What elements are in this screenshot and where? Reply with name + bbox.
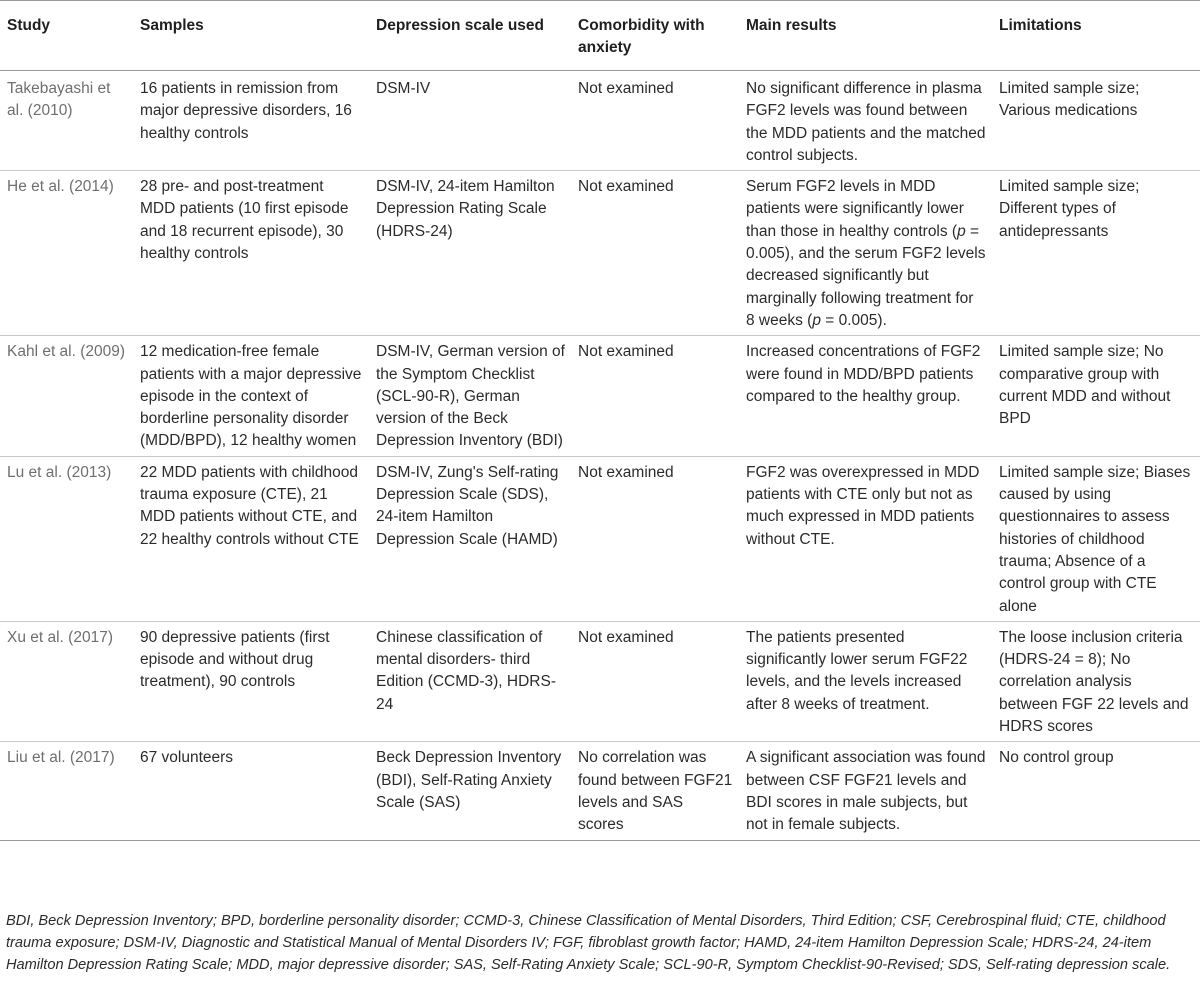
table-row <box>0 621 1200 741</box>
comorbidity-cell: Not examined <box>578 343 674 361</box>
scale-cell: Beck Depression Inventory (BDI), Self-Rating Anxiety Scale (SAS) <box>376 749 562 811</box>
table-footnote: BDI, Beck Depression Inventory; BPD, borderline personality disorder; CCMD-3, Chinese Classification of Mental Disorders, Third Edition; CSF, Cerebrospinal fluid; CTE, childhood trauma exposure; DSM-IV, Diagnostic and Statistical Manual of Mental Disorders IV; FGF, fibroblast growth factor; HAMD, 24-item Hamilton Depression Scale; HDRS-24, 24-item Hamilton Depression Rating Scale; MDD, major depressive disorder; SAS, Self-Rating Anxiety Scale; SCL-90-R, Symptom Checklist-90-Revised; SDS, Self-rating depression scale. <box>6 913 1171 973</box>
p-value-symbol: p <box>812 311 821 329</box>
header-depression-scale: Depression scale used <box>376 17 544 34</box>
comorbidity-cell: No correlation was found between FGF21 levels and SAS scores <box>578 749 733 834</box>
scale-cell: DSM-IV <box>376 80 431 97</box>
comorbidity-cell: Not examined <box>578 178 674 196</box>
samples-cell: 28 pre- and post-treatment MDD patients (10 first episode and 18 recurrent episode), 30 healthy controls <box>140 178 349 263</box>
header-comorbidity: Comorbidity with anxiety <box>578 17 705 56</box>
samples-cell: 16 patients in remission from major depressive disorders, 16 healthy controls <box>140 80 352 142</box>
header-study: Study <box>7 17 51 34</box>
limitations-cell: Limited sample size; Various medications <box>999 80 1140 120</box>
header-limitations: Limitations <box>999 17 1082 34</box>
results-cell: The patients presented significantly lower serum FGF22 levels, and the levels increased after 8 weeks of treatment. <box>746 628 968 713</box>
results-cell: A significant association was found between CSF FGF21 levels and BDI scores in male subjects, but not in female subjects. <box>746 749 986 834</box>
study-cell: He et al. (2014) <box>7 178 114 196</box>
results-text: Serum FGF2 levels in MDD patients were significantly lower than those in healthy controls ( <box>746 178 964 240</box>
comorbidity-cell: Not examined <box>578 628 674 646</box>
samples-cell: 90 depressive patients (first episode and without drug treatment), 90 controls <box>140 628 330 691</box>
study-cell: Kahl et al. (2009) <box>7 343 126 361</box>
limitations-cell: Limited sample size; Biases caused by using questionnaires to assess histories of childhood trauma; Absence of a control group with CTE alone <box>999 463 1191 615</box>
scale-cell: Chinese classification of mental disorders- third Edition (CCMD-3), HDRS-24 <box>376 628 556 713</box>
study-cell: Xu et al. (2017) <box>7 628 113 646</box>
table-row <box>0 742 1200 840</box>
results-text: = 0.005). <box>820 311 887 329</box>
study-cell: Takebayashi et al. (2010) <box>7 80 111 120</box>
header-samples: Samples <box>140 17 204 34</box>
scale-cell: DSM-IV, German version of the Symptom Checklist (SCL-90-R), German version of the Beck Depression Inventory (BDI) <box>376 343 565 450</box>
scale-cell: DSM-IV, 24-item Hamilton Depression Rating Scale (HDRS-24) <box>376 178 555 240</box>
study-cell: Liu et al. (2017) <box>7 749 115 767</box>
results-cell <box>739 171 992 336</box>
samples-cell: 67 volunteers <box>140 749 234 767</box>
results-cell: Increased concentrations of FGF2 were found in MDD/BPD patients compared to the healthy group. <box>746 343 981 405</box>
samples-cell: 12 medication-free female patients with a major depressive episode in the context of borderline personality disorder (MDD/BPD), 12 healthy women <box>140 343 362 450</box>
limitations-cell: The loose inclusion criteria (HDRS-24 = 8); No correlation analysis between FGF 22 levels and HDRS scores <box>999 628 1189 736</box>
table-row <box>0 456 1200 621</box>
p-value-symbol: p <box>957 222 966 240</box>
limitations-cell: Limited sample size; No comparative group with current MDD and without BPD <box>999 343 1171 428</box>
header-main-results: Main results <box>746 17 837 34</box>
results-cell: FGF2 was overexpressed in MDD patients with CTE only but not as much expressed in MDD patients without CTE. <box>746 463 980 548</box>
results-cell: No significant difference in plasma FGF2 levels was found between the MDD patients and the matched control subjects. <box>746 80 986 164</box>
study-cell: Lu et al. (2013) <box>7 463 112 481</box>
limitations-cell: Limited sample size; Different types of antidepressants <box>999 178 1140 240</box>
comorbidity-cell: Not examined <box>578 80 674 97</box>
limitations-cell: No control group <box>999 749 1114 767</box>
table-row <box>0 71 1200 171</box>
table-header-row <box>0 1 1200 71</box>
results-text: = 0.005), and the serum FGF2 levels decreased significantly but marginally following treatment for 8 weeks ( <box>746 222 986 329</box>
comorbidity-cell: Not examined <box>578 463 674 481</box>
table-row <box>0 171 1200 336</box>
scale-cell: DSM-IV, Zung's Self-rating Depression Scale (SDS), 24-item Hamilton Depression Scale (HAMD) <box>376 463 559 548</box>
samples-cell: 22 MDD patients with childhood trauma exposure (CTE), 21 MDD patients without CTE, and 22 healthy controls without CTE <box>140 463 359 548</box>
table-row <box>0 336 1200 456</box>
